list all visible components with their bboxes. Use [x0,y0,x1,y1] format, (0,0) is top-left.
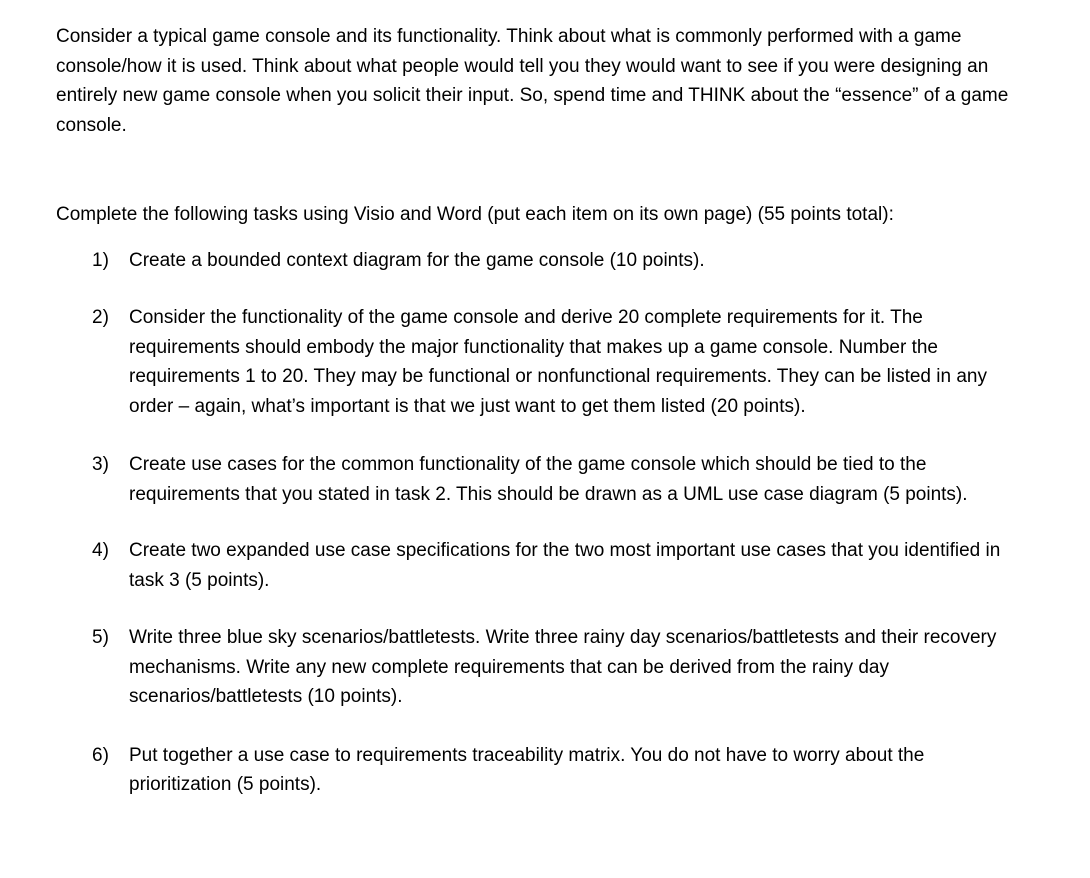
task-list [56,246,1030,800]
intro-paragraph: Consider a typical game console and its functionality. Think about what is commonly performed with a game console/how it is used. Think about what people would tell you they would want to see if you were designing an entirely new game console when you solicit their input. So, spend time and THINK about the “essence” of a game console. [56,26,1009,136]
task-text: Create a bounded context diagram for the game console (10 points). [129,249,705,271]
tasks-heading: Complete the following tasks using Visio and Word (put each item on its own page) (55 points total): [56,204,894,225]
task-text: Put together a use case to requirements traceability matrix. You do not have to worry about the prioritization (5 points). [129,744,925,795]
task-number: 2) [92,307,109,328]
task-item-2 [56,303,1030,421]
task-text: Consider the functionality of the game console and derive 20 complete requirements for it. The requirements should embody the major functionality that makes up a game console. Number the requirements 1 to 20. They may be functional or nonfunctional requirements. They can be listed in any order – again, what’s important is that we just want to get them listed (20 points). [129,307,987,417]
task-number: 3) [92,454,109,475]
task-item-1 [56,246,1030,276]
task-item-5 [56,623,1030,712]
task-text: Create two expanded use case specifications for the two most important use cases that you identified in task 3 (5 points). [129,540,1001,591]
task-item-6 [56,741,1030,800]
task-item-3 [56,450,1030,509]
task-number: 5) [92,627,109,648]
task-item-4 [56,536,1030,595]
task-text: Create use cases for the common functionality of the game console which should be tied to the requirements that you stated in task 2. This should be drawn as a UML use case diagram (5 points). [129,454,968,505]
task-number: 6) [92,744,109,766]
task-number: 1) [92,249,109,271]
task-number: 4) [92,540,109,561]
task-text: Write three blue sky scenarios/battletests. Write three rainy day scenarios/battletests and their recovery mechanisms. Write any new complete requirements that can be derived from the rainy day scenarios/battletests (10 points). [129,627,997,707]
